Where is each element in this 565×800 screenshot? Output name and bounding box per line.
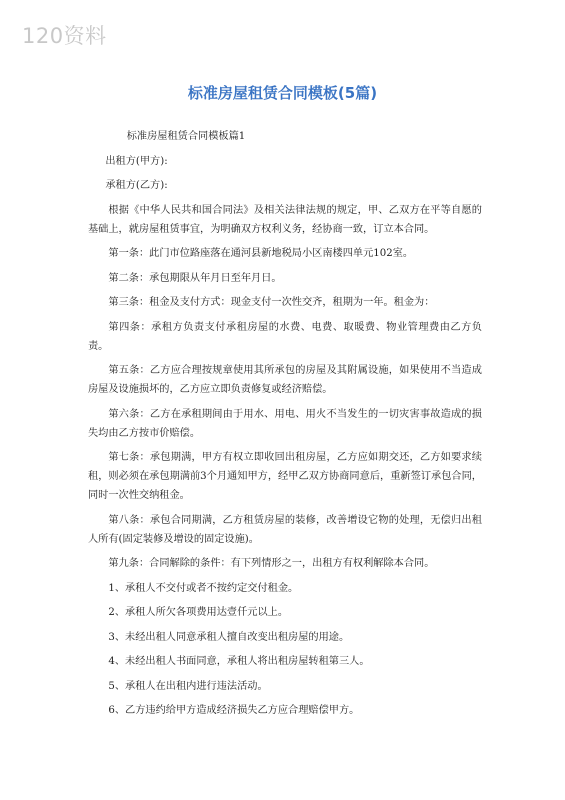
document-subtitle: 标准房屋租赁合同模板篇1 (126, 131, 246, 142)
termination-item-6: 6、乙方违约给甲方造成经济损失乙方应合理赔偿甲方。 (108, 705, 360, 716)
termination-item-4: 4、未经出租人书面同意，承租人将出租房屋转租第三人。 (108, 656, 370, 667)
preamble-paragraph: 根据《中华人民共和国合同法》及相关法律法规的规定，甲、乙双方在平等自愿的基础上，就房屋租赁事宜，为明确双方权利义务，经协商一致，订立本合同。 (88, 204, 482, 235)
article-5: 第五条：乙方应合理按规章使用其所承包的房屋及其附属设施，如果使用不当造成房屋及设施损坏的，乙方应立即负责修复或经济赔偿。 (88, 365, 482, 395)
article-2: 第二条：承包期限从年月日至年月日。 (108, 272, 282, 284)
termination-item-2: 2、承租人所欠各项费用达壹仟元以上。 (108, 607, 289, 618)
termination-item-1: 1、承租人不交付或者不按约定交付租金。 (108, 582, 299, 594)
termination-item-5: 5、承租人在出租内进行违法活动。 (108, 680, 268, 692)
article-4: 第四条：承租方负责支付承租房屋的水费、电费、取暖费、物业管理费由乙方负责。 (88, 321, 482, 352)
termination-item-3: 3、未经出租人同意承租人擅自改变出租房屋的用途。 (108, 631, 350, 643)
article-1: 第一条：此门市位路座落在通河县新地税局小区南楼四单元102室。 (108, 248, 414, 259)
article-3: 第三条：租金及支付方式：现金支付一次性交齐，租期为一年。租金为： (108, 297, 435, 308)
article-6: 第六条：乙方在承租期间由于用水、用电、用火不当发生的一切灾害事故造成的损失均由乙方按市价赔偿。 (88, 408, 482, 439)
lessor-line: 出租方(甲方): (105, 155, 168, 167)
document-body (88, 127, 482, 726)
watermark-logo: 120资料 (22, 24, 107, 48)
document-title: 标准房屋租赁合同模板(5篇) (187, 84, 378, 102)
article-9: 第九条：合同解除的条件：有下列情形之一，出租方有权利解除本合同。 (108, 558, 435, 569)
article-7: 第七条：承包期满，甲方有权立即收回出租房屋，乙方应如期交还，乙方如要求续租，则必须在承包期满前3个月通知甲方，经甲乙双方协商同意后，重新签订承包合同，同时一次性交纳租金。 (88, 452, 482, 501)
lessee-line: 承租方(乙方): (105, 180, 168, 191)
article-8: 第八条：承包合同期满，乙方租赁房屋的装修，改善增设它物的处理，无偿归出租人所有(固定装修及增设的固定设施)。 (88, 514, 482, 545)
